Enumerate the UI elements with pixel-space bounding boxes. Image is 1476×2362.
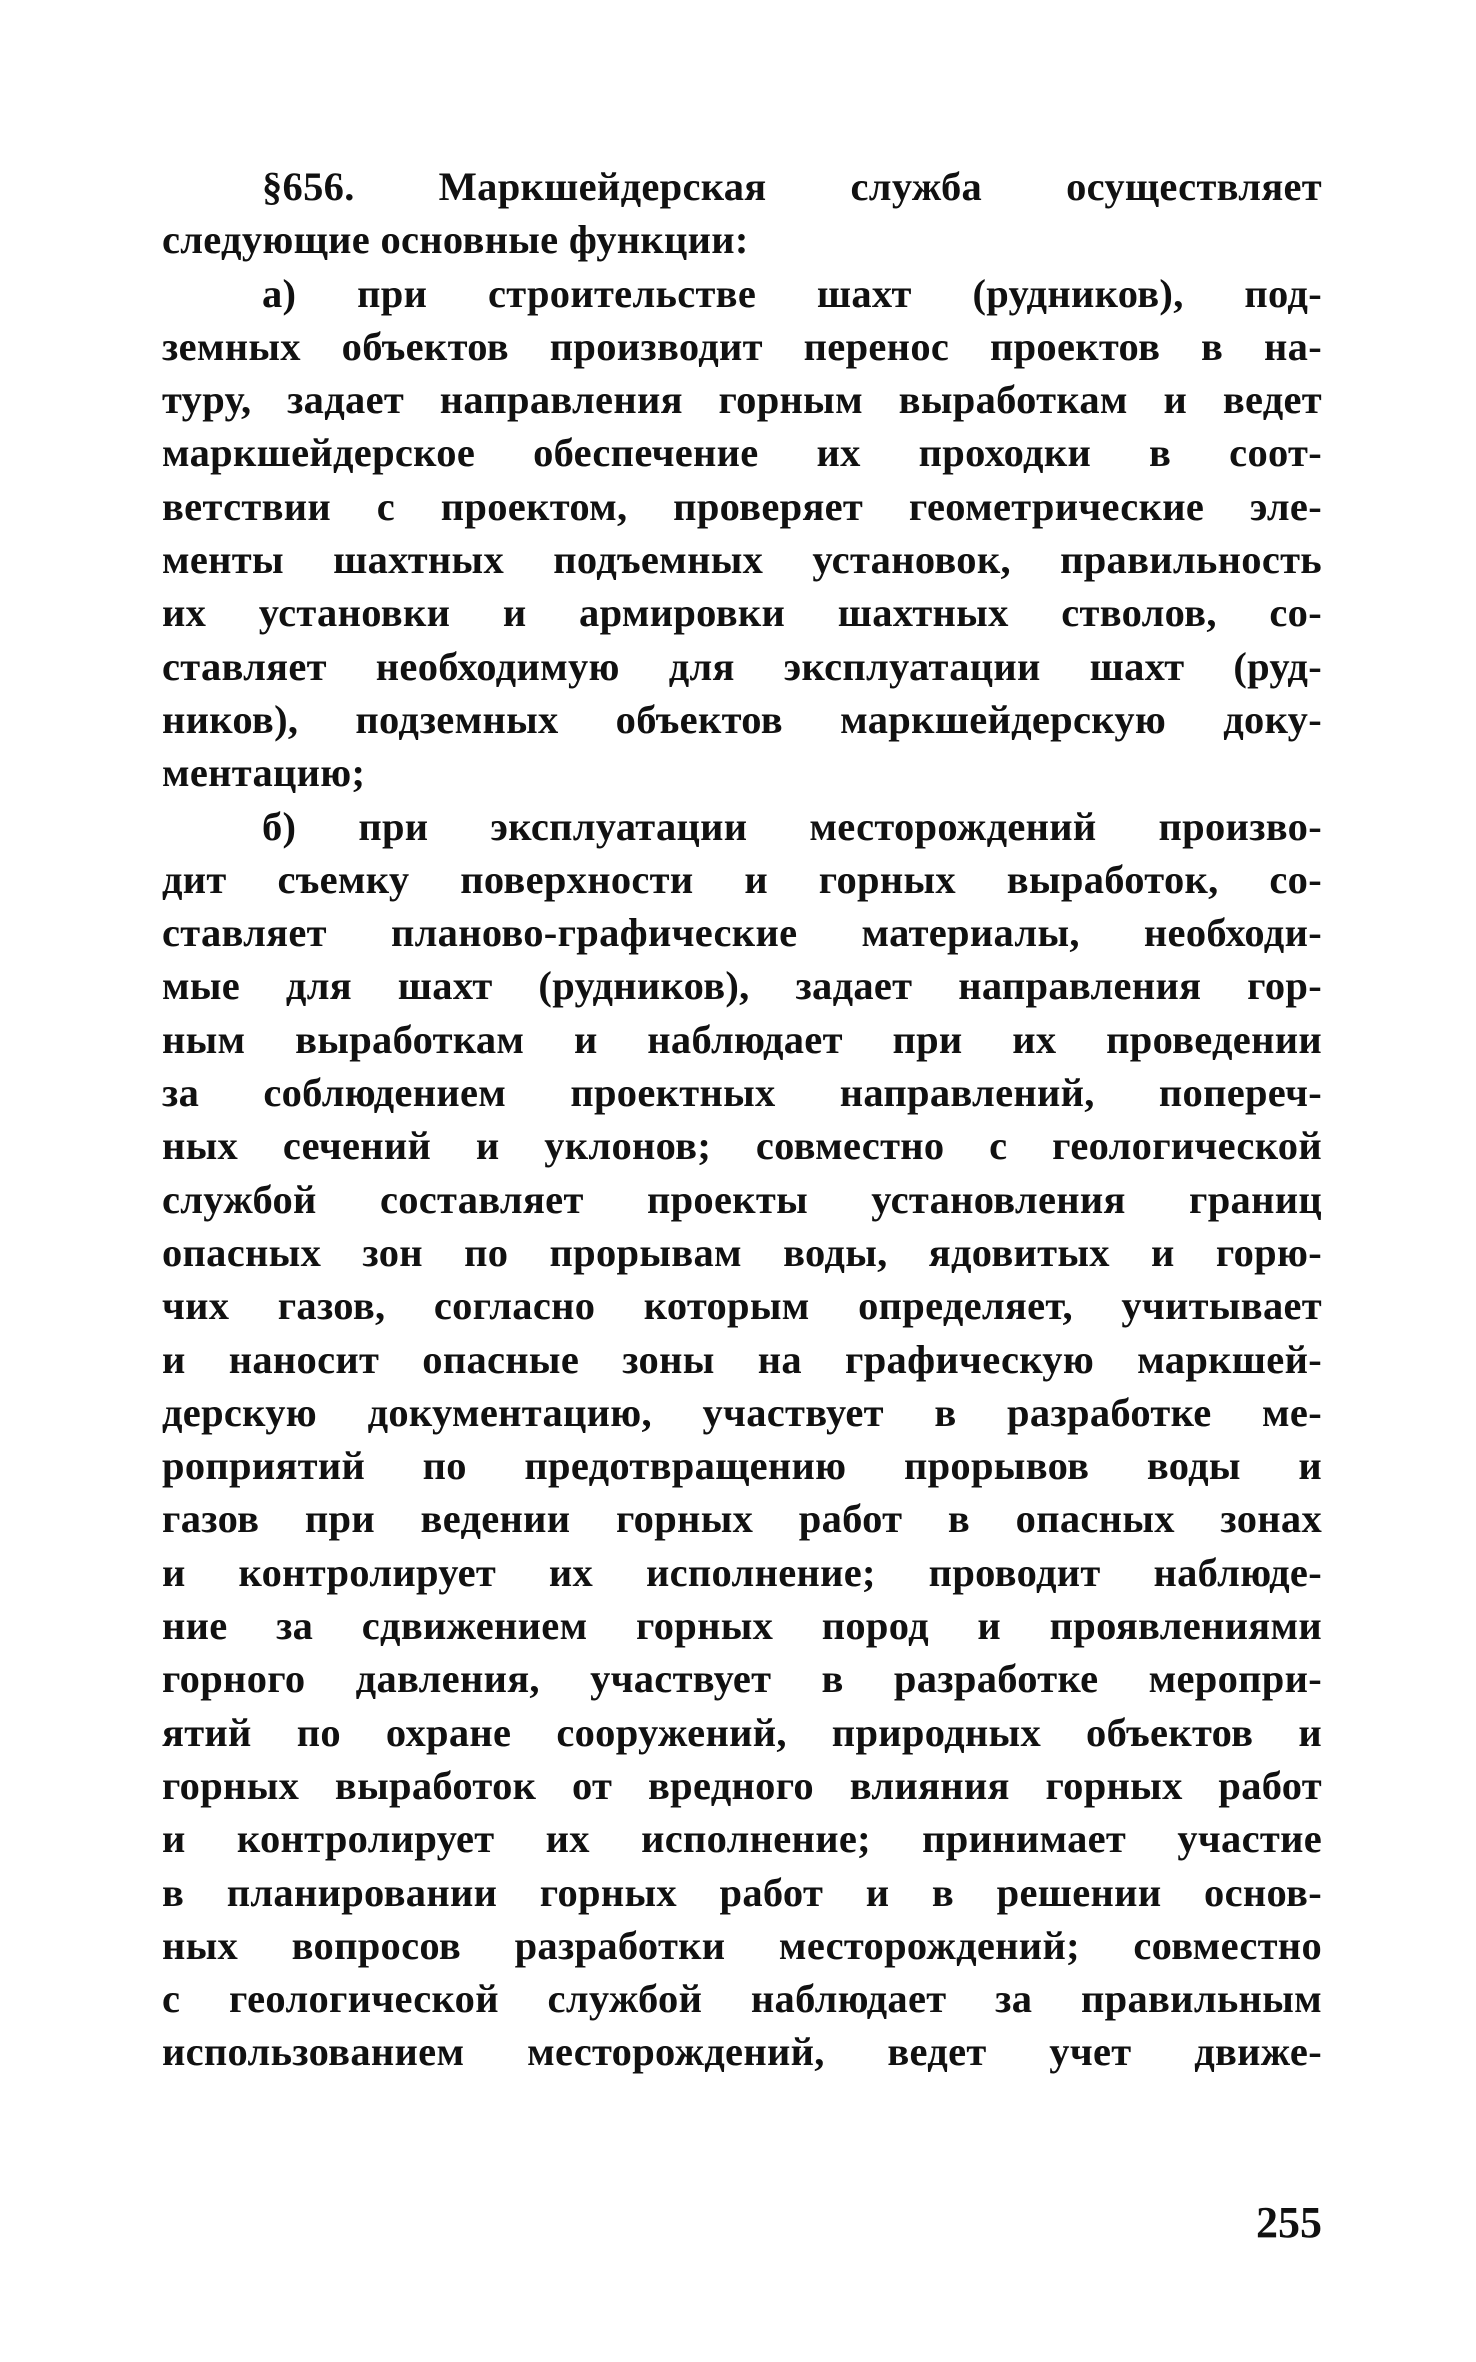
text-line: ников), подземных объектов маркшейдерскую доку- (162, 696, 1322, 742)
text-line: за соблюдением проектных направлений, попереч- (162, 1070, 1322, 1116)
text-line: в планировании горных работ и в решении основ- (162, 1869, 1322, 1915)
text-line: и наносит опасные зоны на графическую маркшей- (162, 1336, 1322, 1382)
text-line: использованием месторождений, ведет учет движе- (162, 2029, 1322, 2075)
text-line: с геологической службой наблюдает за правильным (162, 1976, 1322, 2022)
text-line: ветствии с проектом, проверяет геометрические эле- (162, 483, 1322, 529)
text-line: ным выработкам и наблюдает при их проведении (162, 1016, 1322, 1062)
text-line: чих газов, согласно которым определяет, учитывает (162, 1283, 1322, 1329)
text-line: б) при эксплуатации месторождений произво- (262, 803, 1322, 849)
text-line: дит съемку поверхности и горных выработок, со- (162, 856, 1322, 902)
text-line: менты шахтных подъемных установок, правильность (162, 537, 1322, 583)
text-line: горного давления, участвует в разработке меропри- (162, 1656, 1322, 1702)
text-line: службой составляет проекты установления границ (162, 1176, 1322, 1222)
text-line: ставляет необходимую для эксплуатации шахт (руд- (162, 643, 1322, 689)
text-line: мые для шахт (рудников), задает направления гор- (162, 963, 1322, 1009)
text-line: газов при ведении горных работ в опасных зонах (162, 1496, 1322, 1542)
text-line: маркшейдерское обеспечение их проходки в соот- (162, 430, 1322, 476)
text-line: ставляет планово-графические материалы, необходи- (162, 910, 1322, 956)
page-number: 255 (1256, 2198, 1322, 2247)
text-line: ятий по охране сооружений, природных объектов и (162, 1709, 1322, 1755)
text-line: ментацию; (162, 750, 366, 796)
text-line: и контролирует их исполнение; проводит наблюде- (162, 1549, 1322, 1595)
text-line: ние за сдвижением горных пород и проявлениями (162, 1603, 1322, 1649)
text-line: следующие основные функции: (162, 217, 749, 263)
text-line: роприятий по предотвращению прорывов воды и (162, 1443, 1322, 1489)
text-line: опасных зон по прорывам воды, ядовитых и горю- (162, 1229, 1322, 1275)
text-line: ных вопросов разработки месторождений; совместно (162, 1922, 1322, 1968)
text-line: §656. Маркшейдерская служба осуществляет (262, 164, 1322, 209)
text-line: а) при строительстве шахт (рудников), под- (262, 270, 1322, 316)
text-line: дерскую документацию, участвует в разработке ме- (162, 1389, 1322, 1435)
text-line: горных выработок от вредного влияния горных работ (162, 1762, 1322, 1808)
text-line: и контролирует их исполнение; принимает участие (162, 1816, 1322, 1862)
text-line: туру, задает направления горным выработкам и ведет (162, 377, 1322, 423)
text-line: земных объектов производит перенос проектов в на- (162, 323, 1322, 369)
text-line: ных сечений и уклонов; совместно с геологической (162, 1123, 1322, 1169)
body-text (162, 160, 1322, 2079)
text-line: их установки и армировки шахтных стволов, со- (162, 590, 1322, 636)
